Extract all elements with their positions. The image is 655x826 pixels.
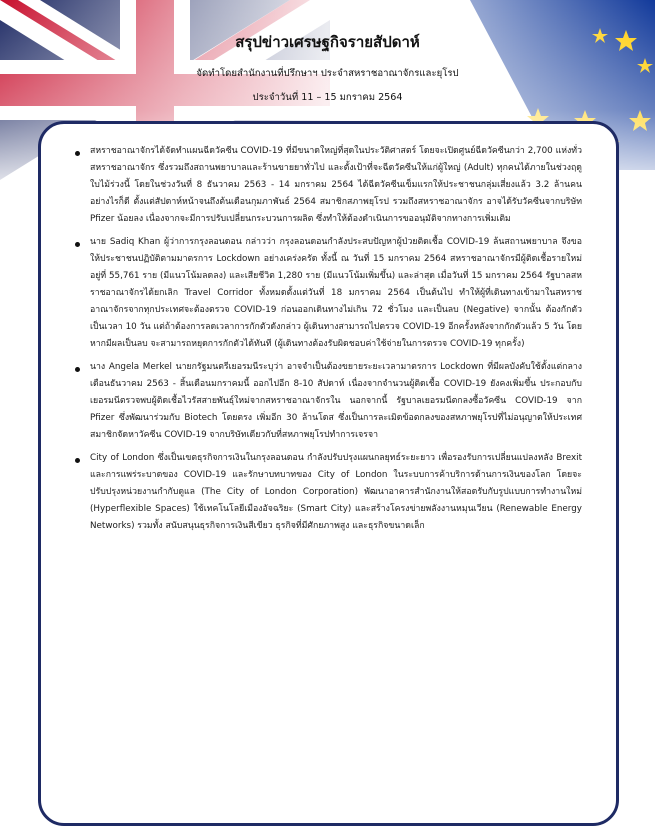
bullet-icon bbox=[75, 151, 80, 156]
list-item bbox=[76, 143, 582, 228]
page-title: สรุปข่าวเศรษฐกิจรายสัปดาห์ bbox=[235, 33, 420, 51]
bullet-icon bbox=[75, 458, 80, 463]
news-list bbox=[76, 143, 582, 541]
list-item-text: City of London ซึ่งเป็นเขตธุรกิจการเงินในกรุงลอนดอน กำลังปรับปรุงแผนกลยุทธ์ระยะยาว เพื่อรองรับการเปลี่ยนแปลงหลัง Brexit และการแพร่ระบาดของ COVID-19 และรักษาบทบาทของ City of London ในระบบการค้าบริการด้านการเงินของโลก โดยจะปรับปรุงหน่วยงานกำกับดูแล (The City of London Corporation) พัฒนาอาคารสำนักงานให้สอดรับกับรูปแบบการทำงานใหม่ (Hyperflexible Spaces) ใช้เทคโนโลยีเมืองอัจฉริยะ (Smart City) และสร้างโครงข่ายพลังงานหมุนเวียน (Renewable Energy Networks) รวมทั้ง สนับสนุนธุรกิจการเงินสีเขียว ธุรกิจที่มีศักยภาพสูง และธุรกิจขนาดเล็ก bbox=[90, 453, 582, 531]
bullet-icon bbox=[75, 242, 80, 247]
list-item-text: นาย Sadiq Khan ผู้ว่าการกรุงลอนดอน กล่าวว่า กรุงลอนดอนกำลังประสบปัญหาผู้ป่วยติดเชื้อ COVID-19 ล้นสถานพยาบาล จึงขอให้ประชาชนปฏิบัติตามมาตรการ Lockdown อย่างเคร่งครัด ทั้งนี้ ณ วันที่ 15 มกราคม 2564 สหราชอาณาจักรมีผู้ติดเชื้อรายใหม่อยู่ที่ 55,761 ราย (มีแนวโน้มลดลง) และเสียชีวิต 1,280 ราย (มีแนวโน้มเพิ่มขึ้น) และล่าสุด เมื่อวันที่ 15 มกราคม 2564 รัฐบาลสหราชอาณาจักรได้ยกเลิก Travel Corridor ทั้งหมดตั้งแต่วันที่ 18 มกราคม 2564 เป็นต้นไป ทำให้ผู้ที่เดินทางเข้ามาในสหราชอาณาจักรจากทุกประเทศจะต้องตรวจ COVID-19 ก่อนออกเดินทางไม่เกิน 72 ชั่วโมง และเป็นลบ (Negative) จากนั้น ต้องกักตัวเป็นเวลา 10 วัน แต่ถ้าต้องการลดเวลาการกักตัวดังกล่าว ผู้เดินทางสามารถไปตรวจ COVID-19 อีกครั้งหลังจากกักตัวแล้ว 5 วัน โดยหากมีผลเป็นลบ จะสามารถหยุดการกักตัวได้ทันที (ผู้เดินทางต้องรับผิดชอบค่าใช้จ่ายในการตรวจ COVID-19 ทุกครั้ง) bbox=[90, 237, 582, 349]
date-range: ประจำวันที่ 11 – 15 มกราคม 2564 bbox=[252, 92, 403, 103]
page-header bbox=[0, 0, 655, 110]
list-item bbox=[76, 359, 582, 444]
list-item bbox=[76, 450, 582, 535]
bullet-icon bbox=[75, 367, 80, 372]
list-item-text: นาง Angela Merkel นายกรัฐมนตรีเยอรมนีระบุว่า อาจจำเป็นต้องขยายระยะเวลามาตรการ Lockdown ที่มีผลบังคับใช้ตั้งแต่กลางเดือนธันวาคม 2563 - สิ้นเดือนมกราคมนี้ ออกไปอีก 8-10 สัปดาห์ เนื่องจากจำนวนผู้ติดเชื้อ COVID-19 ยังคงเพิ่มขึ้น ประกอบกับเยอรมนีตรวจพบผู้ติดเชื้อไวรัสสายพันธุ์ใหม่จากสหราชอาณาจักรใน นอกจากนี้ รัฐบาลเยอรมนีตกลงซื้อวัคซีน COVID-19 จาก Pfizer ซึ่งพัฒนาร่วมกับ Biotech โดยตรง เพิ่มอีก 30 ล้านโดส ซึ่งเป็นการละเมิดข้อตกลงของสหภาพยุโรปที่ไม่อนุญาตให้ประเทศสมาชิกจัดหาวัคซีน COVID-19 จากบริษัทเดียวกับที่สหภาพยุโรปทำการเจรจา bbox=[90, 362, 582, 440]
list-item-text: สหราชอาณาจักรได้จัดทำแผนฉีดวัคซีน COVID-19 ที่มีขนาดใหญ่ที่สุดในประวัติศาสตร์ โดยจะเปิดศูนย์ฉีดวัคซีนกว่า 2,700 แห่งทั่วสหราชอาณาจักร ซึ่งรวมถึงสถานพยาบาลและร้านขายยาทั่วไป และตั้งเป้าที่จะฉีดวัคซีนให้แก่ผู้ใหญ่ (Adult) ทุกคนได้ภายในช่วงฤดูใบไม้ร่วงนี้ โดยในช่วงวันที่ 8 ธันวาคม 2563 - 14 มกราคม 2564 ได้ฉีดวัคซีนเข็มแรกให้ประชาชนกลุ่มเสี่ยงแล้ว 3.2 ล้านคน อย่างไรก็ดี ตั้งแต่สัปดาห์หน้าจนถึงต้นเดือนกุมภาพันธ์ 2564 สมาชิกสภาพยุโรป รวมถึงสหราชอาณาจักร อาจได้รับวัคซีนจากบริษัท Pfizer น้อยลง เนื่องจากจะมีการปรับเปลี่ยนกระบวนการผลิต ซึ่งทำให้ต้องดำเนินการขออนุมัติจากทางการเพิ่มเติม bbox=[90, 146, 582, 224]
page-subtitle: จัดทำโดยสำนักงานที่ปรึกษาฯ ประจำสหราชอาณาจักรและยุโรป bbox=[196, 68, 459, 79]
list-item bbox=[76, 234, 582, 353]
